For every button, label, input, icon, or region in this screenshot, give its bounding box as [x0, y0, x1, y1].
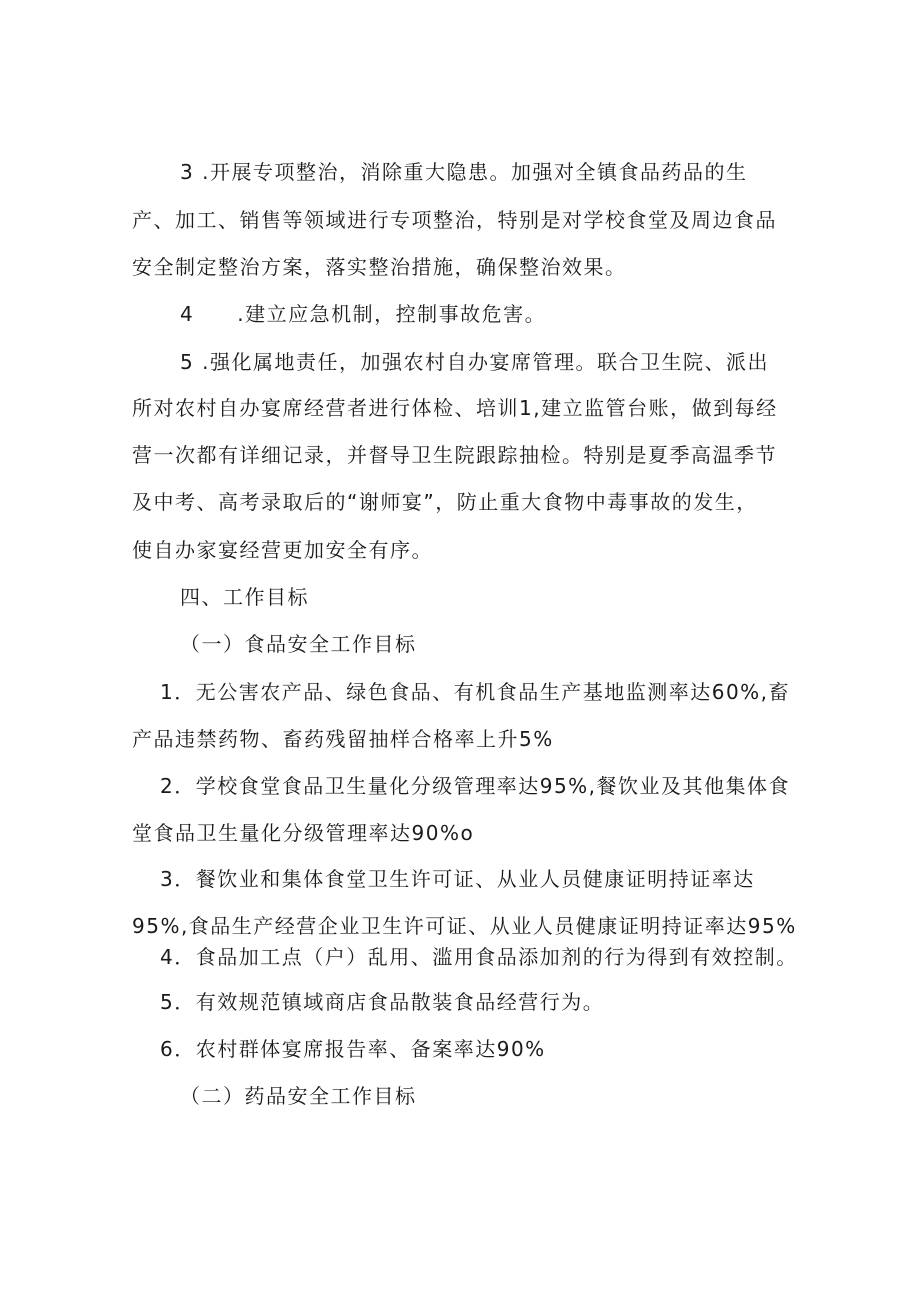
paragraph-line: 1．无公害农产品、绿色食品、有机食品生产基地监测率达60%,畜: [160, 680, 791, 704]
subsection-heading: （一）食品安全工作目标: [180, 632, 417, 656]
paragraph-line: 使自办家宴经营更加安全有序。: [132, 538, 433, 562]
section-heading: 四、工作目标: [180, 585, 309, 609]
paragraph-line: 堂食品卫生量化分级管理率达90%o: [132, 821, 475, 845]
paragraph-line: 5．有效规范镇域商店食品散装食品经营行为。: [160, 990, 605, 1014]
paragraph-line: 95%,食品生产经营企业卫生许可证、从业人员健康证明持证率达95%: [132, 914, 797, 938]
paragraph-line: 6．农村群体宴席报告率、备案率达90%: [160, 1037, 546, 1061]
paragraph-line: 2．学校食堂食品卫生量化分级管理率达95%,餐饮业及其他集体食: [160, 774, 791, 798]
paragraph-line: 产品违禁药物、畜药残留抽样合格率上升5%: [132, 727, 554, 751]
paragraph-line: 安全制定整治方案，落实整治措施，确保整治效果。: [132, 255, 627, 279]
paragraph-line: 4．食品加工点（户）乱用、滥用食品添加剂的行为得到有效控制。: [160, 945, 798, 969]
paragraph-line: 4 .建立应急机制，控制事故危害。: [180, 302, 547, 326]
paragraph-line: 3 .开展专项整治，消除重大隐患。加强对全镇食品药品的生: [180, 160, 748, 184]
subsection-heading: （二）药品安全工作目标: [180, 1084, 417, 1108]
paragraph-line: 营一次都有详细记录，并督导卫生院跟踪抽检。特别是夏季高温季节: [132, 443, 777, 467]
paragraph-line: 5 .强化属地责任，加强农村自办宴席管理。联合卫生院、派出: [180, 350, 769, 374]
paragraph-line: 所对农村自办宴席经营者进行体检、培训1,建立监管台账，做到每经: [132, 396, 778, 420]
paragraph-line: 及中考、高考录取后的“谢师宴”，防止重大食物中毒事故的发生，: [132, 490, 758, 514]
paragraph-line: 产、加工、销售等领域进行专项整治，特别是对学校食堂及周边食品: [132, 208, 777, 232]
paragraph-line: 3．餐饮业和集体食堂卫生许可证、从业人员健康证明持证率达: [160, 867, 755, 891]
